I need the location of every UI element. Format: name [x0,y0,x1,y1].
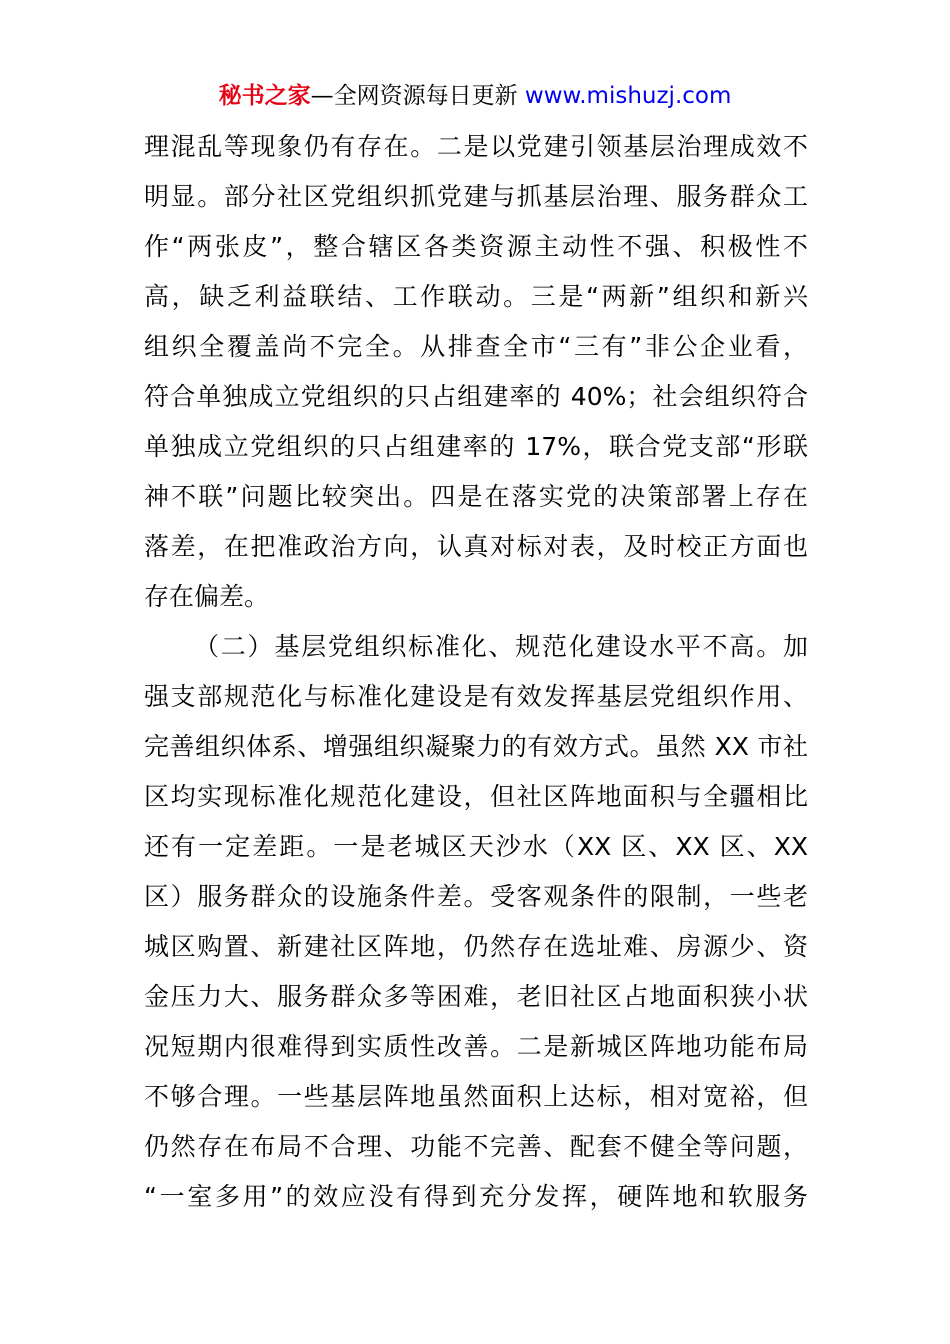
site-brand: 秘书之家 [218,83,311,109]
site-url-link[interactable]: www.mishuzj.com [524,83,732,109]
text-line: 金压力大、服务群众多等困难，老旧社区占地面积狭小状 [144,982,808,1011]
text-line: 完善组织体系、增强组织凝聚力的有效方式。虽然 XX 市社 [144,732,808,761]
text-line: 强支部规范化与标准化建设是有效发挥基层党组织作用、 [144,682,808,711]
section-heading-line: （二）基层党组织标准化、规范化建设水平不高。加 [194,632,808,661]
text-line: 符合单独成立党组织的只占组建率的 40%；社会组织符合 [144,382,808,411]
text-line: 仍然存在布局不合理、功能不完善、配套不健全等问题， [144,1132,808,1161]
text-line: 组织全覆盖尚不完全。从排查全市“三有”非公企业看， [144,332,808,361]
text-line: 作“两张皮”，整合辖区各类资源主动性不强、积极性不 [144,232,808,261]
text-line: 高，缺乏利益联结、工作联动。三是“两新”组织和新兴 [144,282,808,311]
text-line: 区均实现标准化规范化建设，但社区阵地面积与全疆相比 [144,782,808,811]
text-line: 明显。部分社区党组织抓党建与抓基层治理、服务群众工 [144,182,808,211]
site-header [0,78,950,114]
text-line: 神不联”问题比较突出。四是在落实党的决策部署上存在 [144,482,808,511]
text-line: 还有一定差距。一是老城区天沙水（XX 区、XX 区、XX [144,832,808,861]
text-line: 区）服务群众的设施条件差。受客观条件的限制，一些老 [144,882,808,911]
text-line: 理混乱等现象仍有存在。二是以党建引领基层治理成效不 [144,132,808,161]
document-body [144,122,808,1222]
text-line: 城区购置、新建社区阵地，仍然存在选址难、房源少、资 [144,932,808,961]
site-tagline: —全网资源每日更新 [310,83,518,109]
text-line: 况短期内很难得到实质性改善。二是新城区阵地功能布局 [144,1032,808,1061]
text-line: 落差，在把准政治方向，认真对标对表，及时校正方面也 [144,532,808,561]
text-line: 不够合理。一些基层阵地虽然面积上达标，相对宽裕，但 [144,1082,808,1111]
text-line: 存在偏差。 [144,582,270,611]
text-line: 单独成立党组织的只占组建率的 17%，联合党支部“形联 [144,432,808,461]
text-line: “一室多用”的效应没有得到充分发挥，硬阵地和软服务 [144,1182,808,1211]
